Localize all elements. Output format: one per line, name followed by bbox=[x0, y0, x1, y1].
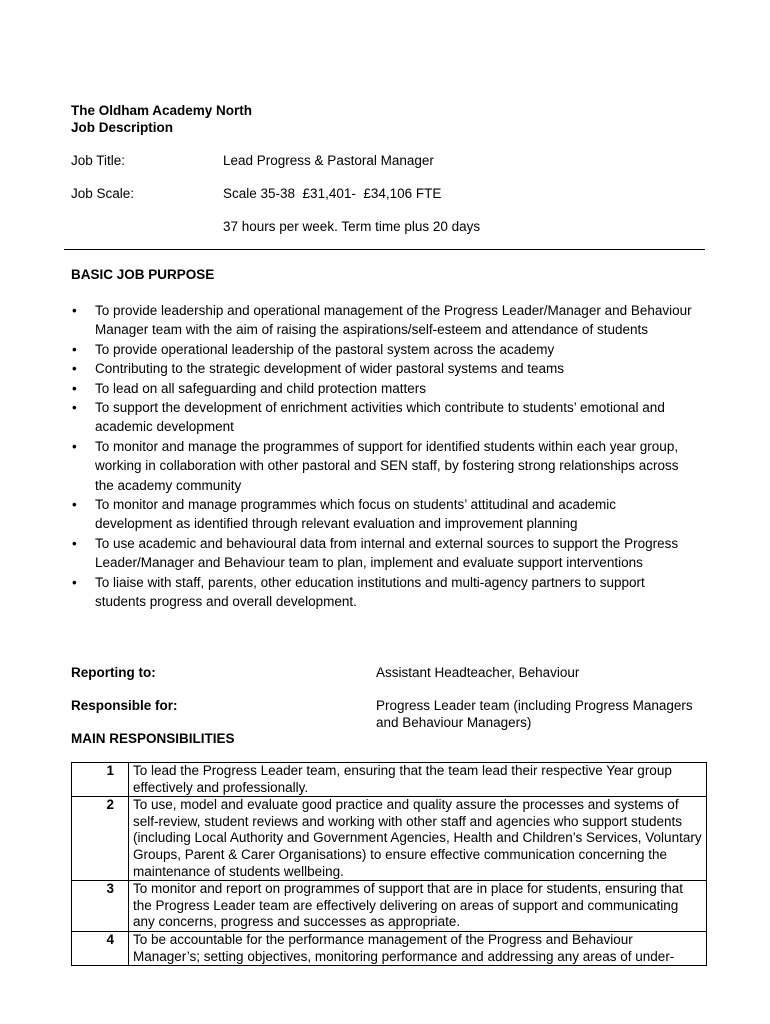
bullet-glyph: • bbox=[72, 497, 77, 513]
purpose-text: To support the development of enrichment activities which contribute to students’ emotional and academic development bbox=[95, 400, 665, 435]
purpose-text: To liaise with staff, parents, other education institutions and multi-agency partners to support students progress and overall development. bbox=[95, 574, 645, 610]
reporting-value: Assistant Headteacher, Behaviour bbox=[376, 665, 580, 680]
list-item bbox=[72, 495, 692, 534]
purpose-text: Contributing to the strategic development of wider pastoral systems and teams bbox=[95, 361, 564, 377]
purpose-list bbox=[72, 301, 692, 612]
row-text: To monitor and report on programmes of support that are in place for students, ensuring that the Progress Leader team are effectively delivering on areas of support and communicating any concerns, progress and successes as appropriate. bbox=[129, 881, 707, 932]
row-number: 1 bbox=[72, 763, 129, 797]
purpose-text: To provide leadership and operational management of the Progress Leader/Manager and Behaviour Manager team with the aim of raising the aspirations/self-esteem and attendance of students bbox=[95, 303, 692, 338]
bullet-glyph: • bbox=[72, 380, 77, 396]
bullet-glyph: • bbox=[72, 303, 77, 318]
row-text: To be accountable for the performance management of the Progress and Behaviour Manager’s; setting objectives, monitoring performance and addressing any areas of under- bbox=[129, 931, 707, 965]
row-number: 4 bbox=[72, 931, 129, 965]
purpose-text: To monitor and manage the programmes of support for identified students within each year group, working in collaboration with other pastoral and SEN staff, by fostering strong relationships across the academy community bbox=[95, 438, 679, 493]
list-item bbox=[72, 437, 692, 495]
row-number: 2 bbox=[72, 797, 129, 881]
list-item bbox=[72, 534, 692, 573]
working-hours: 37 hours per week. Term time plus 20 days bbox=[223, 219, 481, 234]
row-number: 3 bbox=[72, 881, 129, 932]
document-type: Job Description bbox=[71, 120, 174, 135]
responsibilities-table bbox=[71, 762, 707, 966]
reporting-label: Reporting to: bbox=[71, 665, 156, 680]
table-row bbox=[72, 763, 707, 797]
bullet-glyph: • bbox=[72, 341, 77, 357]
list-item bbox=[72, 301, 692, 340]
table-row bbox=[72, 881, 707, 932]
bullet-glyph: • bbox=[72, 535, 77, 551]
row-text: To use, model and evaluate good practice and quality assure the processes and systems of self-review, student reviews and working with other staff and agencies who support students (including Local Authority and Government Agencies, Health and Children’s Services, Voluntary Groups, Parent & Carer Organisations) to ensure effective communication concerning the maintenance of students wellbeing. bbox=[129, 797, 707, 881]
table-row bbox=[72, 931, 707, 965]
bullet-glyph: • bbox=[72, 438, 77, 454]
list-item bbox=[72, 379, 692, 398]
bullet-glyph: • bbox=[72, 574, 77, 590]
bullet-glyph: • bbox=[72, 400, 77, 416]
table-row bbox=[72, 797, 707, 881]
bullet-glyph: • bbox=[72, 361, 77, 377]
list-item bbox=[72, 398, 692, 437]
section-divider bbox=[64, 249, 705, 250]
org-name: The Oldham Academy North bbox=[71, 103, 253, 118]
job-title-value: Lead Progress & Pastoral Manager bbox=[223, 153, 434, 168]
purpose-text: To use academic and behavioural data from internal and external sources to support the Progress Leader/Manager and Behaviour team to plan, implement and evaluate support interventions bbox=[95, 535, 679, 571]
purpose-heading: BASIC JOB PURPOSE bbox=[71, 267, 215, 282]
job-scale-value: Scale 35-38 £31,401- £34,106 FTE bbox=[223, 186, 442, 201]
responsible-value: Progress Leader team (including Progress Managers and Behaviour Managers) bbox=[376, 698, 693, 730]
list-item bbox=[72, 340, 692, 359]
job-title-label: Job Title: bbox=[71, 153, 126, 168]
purpose-text: To provide operational leadership of the pastoral system across the academy bbox=[95, 341, 555, 357]
list-item bbox=[72, 573, 692, 612]
responsible-label: Responsible for: bbox=[71, 698, 178, 713]
job-scale-label: Job Scale: bbox=[71, 186, 135, 201]
purpose-text: To monitor and manage programmes which focus on students’ attitudinal and academic development as identified through relevant evaluation and improvement planning bbox=[95, 497, 617, 532]
responsibilities-heading: MAIN RESPONSIBILITIES bbox=[71, 731, 235, 746]
row-text: To lead the Progress Leader team, ensuring that the team lead their respective Year group effectively and professionally. bbox=[129, 763, 707, 797]
purpose-text: To lead on all safeguarding and child protection matters bbox=[95, 380, 426, 396]
list-item bbox=[72, 359, 692, 378]
